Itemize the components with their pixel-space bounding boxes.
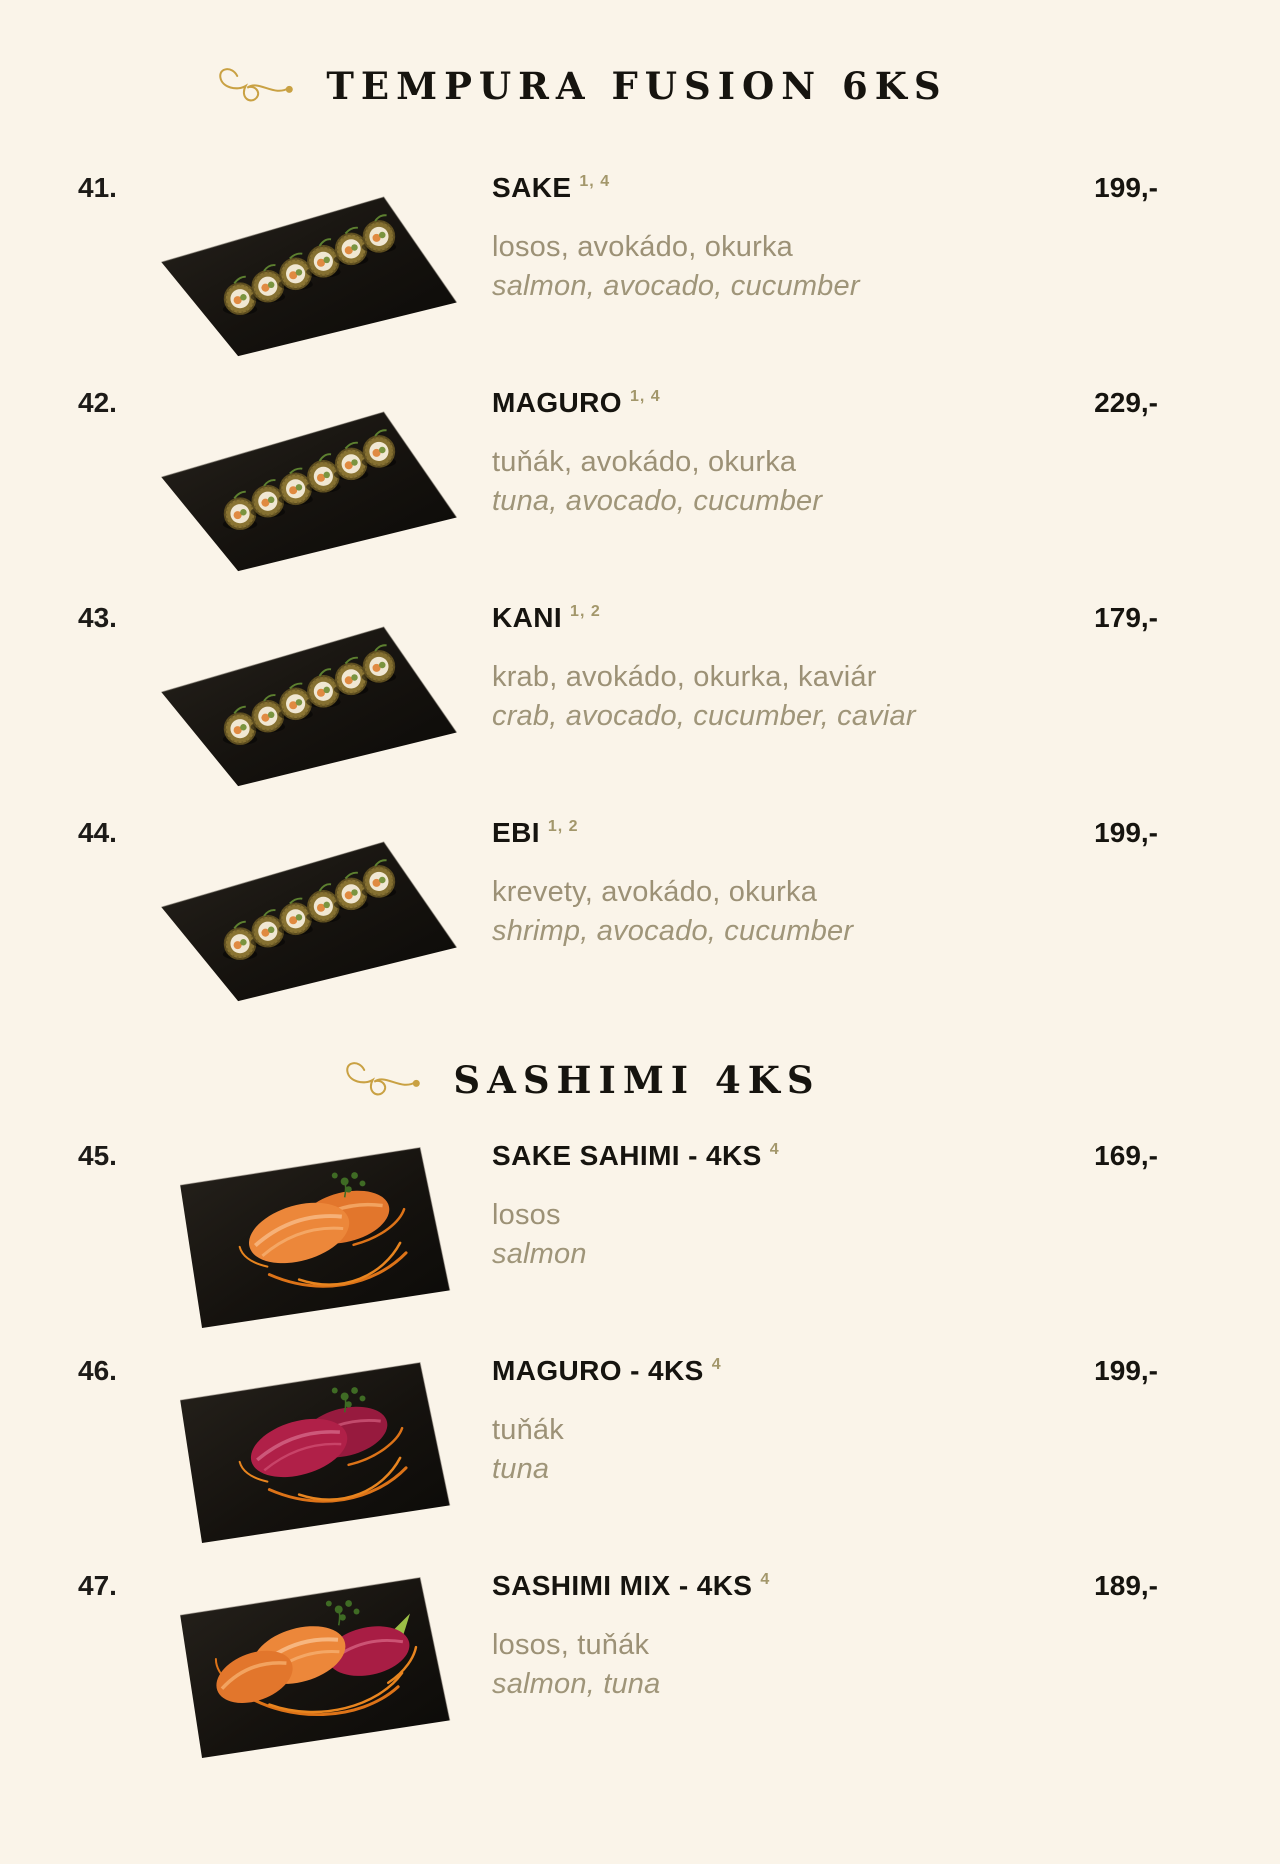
description-czech: losos, tuňák: [492, 1629, 650, 1661]
allergen-codes: 4: [760, 1571, 771, 1588]
item-name: MAGURO - 4KS: [492, 1355, 704, 1386]
item-info: [492, 156, 1038, 303]
sashimi-photo-illustration: [144, 1341, 474, 1549]
item-price: 199,-: [1094, 817, 1158, 848]
item-photo: [140, 801, 492, 1005]
sashimi-photo-illustration: [144, 1556, 474, 1764]
menu-item-43: [0, 586, 1280, 801]
sushi-photo-illustration: [144, 823, 474, 1005]
item-photo: [140, 586, 492, 790]
item-name: SASHIMI MIX - 4KS: [492, 1570, 753, 1601]
item-photo: [140, 1339, 492, 1549]
sushi-photo-illustration: [144, 178, 474, 360]
allergen-codes: 1, 4: [629, 388, 661, 405]
description-czech: krevety, avokádo, okurka: [492, 876, 818, 908]
allergen-codes: 1, 2: [570, 603, 601, 620]
item-number: 46.: [78, 1355, 117, 1386]
item-info: [492, 1339, 1038, 1486]
item-number: 45.: [78, 1140, 117, 1171]
menu-item-46: [0, 1339, 1280, 1554]
item-info: [492, 371, 1038, 518]
item-number: 43.: [78, 602, 117, 633]
section-header: [0, 54, 1280, 118]
menu-item-44: [0, 801, 1280, 1016]
item-name: SAKE SAHIMI - 4KS: [492, 1140, 762, 1171]
item-price: 229,-: [1094, 387, 1158, 418]
item-price: 179,-: [1094, 602, 1158, 633]
sashimi-photo-illustration: [144, 1126, 474, 1334]
sushi-photo-illustration: [144, 608, 474, 790]
description-english: crab, avocado, cucumber, caviar: [492, 700, 916, 732]
item-price: 199,-: [1094, 172, 1158, 203]
item-photo: [140, 156, 492, 360]
description-czech: losos: [492, 1199, 561, 1231]
item-info: [492, 1124, 1038, 1271]
section-tempura-fusion: [0, 54, 1280, 1016]
allergen-codes: 4: [711, 1356, 722, 1373]
item-price: 189,-: [1094, 1570, 1158, 1601]
description-english: salmon, tuna: [492, 1668, 661, 1700]
section-sashimi: [0, 1048, 1280, 1769]
item-number: 44.: [78, 817, 117, 848]
menu-item-42: [0, 371, 1280, 586]
item-name: SAKE: [492, 172, 572, 203]
item-price: 169,-: [1094, 1140, 1158, 1171]
section-title: SASHIMI 4KS: [453, 1058, 821, 1102]
item-info: [492, 586, 1038, 733]
description-czech: tuňák: [492, 1414, 564, 1446]
description-english: shrimp, avocado, cucumber: [492, 915, 854, 947]
description-czech: tuňák, avokádo, okurka: [492, 446, 797, 478]
item-number: 41.: [78, 172, 117, 203]
section-header: [0, 1048, 1280, 1112]
flourish-icon: [339, 1056, 423, 1104]
description-czech: losos, avokádo, okurka: [492, 231, 794, 263]
menu-item-47: [0, 1554, 1280, 1769]
menu-item-45: [0, 1124, 1280, 1339]
sushi-photo-illustration: [144, 393, 474, 575]
allergen-codes: 1, 4: [579, 173, 611, 190]
allergen-codes: 4: [769, 1141, 780, 1158]
item-photo: [140, 1554, 492, 1764]
item-photo: [140, 1124, 492, 1334]
allergen-codes: 1, 2: [547, 818, 579, 835]
flourish-icon: [212, 62, 296, 110]
description-english: salmon, avocado, cucumber: [492, 270, 860, 302]
item-info: [492, 801, 1038, 948]
description-czech: krab, avokádo, okurka, kaviár: [492, 661, 877, 693]
item-price: 199,-: [1094, 1355, 1158, 1386]
description-english: tuna, avocado, cucumber: [492, 485, 823, 517]
item-info: [492, 1554, 1038, 1701]
description-english: salmon: [492, 1238, 587, 1270]
item-number: 47.: [78, 1570, 117, 1601]
menu-item-41: [0, 156, 1280, 371]
menu-page: [0, 54, 1280, 1769]
item-name: KANI: [492, 602, 563, 633]
item-photo: [140, 371, 492, 575]
item-name: EBI: [492, 817, 540, 848]
item-name: MAGURO: [492, 387, 622, 418]
item-number: 42.: [78, 387, 117, 418]
description-english: tuna: [492, 1453, 550, 1485]
section-title: TEMPURA FUSION 6KS: [326, 64, 948, 108]
